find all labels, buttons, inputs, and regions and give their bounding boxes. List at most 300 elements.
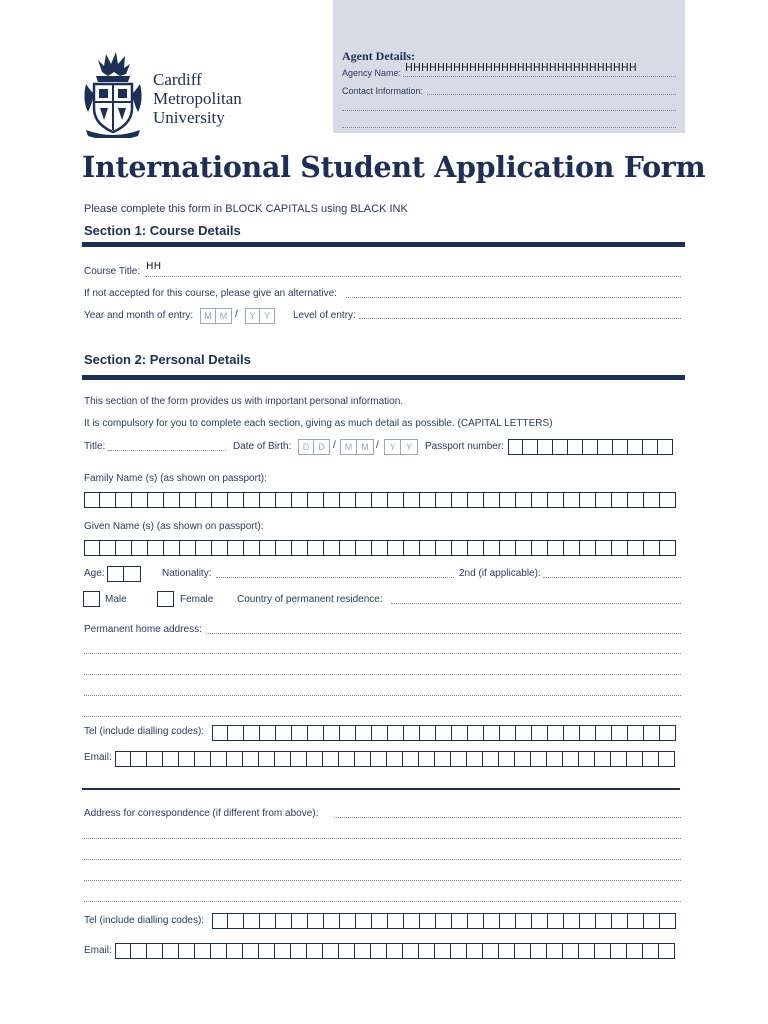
- family-name-box[interactable]: [644, 492, 660, 508]
- contact-info-line-3[interactable]: [342, 127, 676, 128]
- family-name-box[interactable]: [516, 492, 532, 508]
- family-name-box[interactable]: [132, 492, 148, 508]
- page-title: International Student Application Form: [82, 150, 706, 184]
- family-name-box[interactable]: [260, 492, 276, 508]
- family-name-box[interactable]: [452, 492, 468, 508]
- email-2-box[interactable]: [611, 943, 627, 959]
- dob-month-box-1[interactable]: M: [340, 439, 357, 455]
- email-box[interactable]: [595, 751, 611, 767]
- residence-field[interactable]: [391, 603, 681, 604]
- tel-box[interactable]: [628, 725, 644, 741]
- tel-2-box[interactable]: [564, 913, 580, 929]
- tel-box[interactable]: [644, 725, 660, 741]
- tel-box[interactable]: [596, 725, 612, 741]
- email-2-box[interactable]: [563, 943, 579, 959]
- agency-name-label: Agency Name:: [342, 68, 402, 78]
- dob-day-box-2[interactable]: D: [314, 439, 330, 455]
- tel-box[interactable]: [308, 725, 324, 741]
- correspondence-address-line-4[interactable]: [84, 880, 681, 881]
- home-address-line-5[interactable]: [84, 716, 681, 717]
- family-name-box[interactable]: [180, 492, 196, 508]
- given-name-box[interactable]: [500, 540, 516, 556]
- contact-info-label: Contact Information:: [342, 86, 424, 96]
- tel-2-box[interactable]: [388, 913, 404, 929]
- correspondence-address-line-1[interactable]: [334, 817, 681, 818]
- tel-box[interactable]: [532, 725, 548, 741]
- given-name-box[interactable]: [548, 540, 564, 556]
- email-box[interactable]: [403, 751, 419, 767]
- second-nationality-label: 2nd (if applicable):: [459, 568, 541, 579]
- tel-box[interactable]: [516, 725, 532, 741]
- email-box[interactable]: [467, 751, 483, 767]
- email-box[interactable]: [451, 751, 467, 767]
- given-name-box[interactable]: [116, 540, 132, 556]
- tel-2-box[interactable]: [436, 913, 452, 929]
- correspondence-address-line-3[interactable]: [84, 859, 681, 860]
- email-box[interactable]: [227, 751, 243, 767]
- nationality-label: Nationality:: [162, 568, 212, 579]
- age-boxes[interactable]: [107, 566, 141, 582]
- tel-box[interactable]: [212, 725, 228, 741]
- email-2-box[interactable]: [259, 943, 275, 959]
- email-2-box[interactable]: [531, 943, 547, 959]
- email-2-box[interactable]: [339, 943, 355, 959]
- email-2-boxes[interactable]: [115, 943, 675, 959]
- email-2-box[interactable]: [419, 943, 435, 959]
- family-name-box[interactable]: [116, 492, 132, 508]
- email-box[interactable]: [259, 751, 275, 767]
- age-label: Age:: [84, 568, 105, 579]
- email-2-box[interactable]: [243, 943, 259, 959]
- tel-box[interactable]: [356, 725, 372, 741]
- given-name-box[interactable]: [580, 540, 596, 556]
- tel-2-box[interactable]: [404, 913, 420, 929]
- tel-box[interactable]: [276, 725, 292, 741]
- section-2-heading: Section 2: Personal Details: [84, 352, 251, 367]
- tel-box[interactable]: [436, 725, 452, 741]
- email-2-box[interactable]: [595, 943, 611, 959]
- tel-box[interactable]: [292, 725, 308, 741]
- tel-2-box[interactable]: [548, 913, 564, 929]
- section-1-heading: Section 1: Course Details: [84, 223, 241, 238]
- email-2-box[interactable]: [307, 943, 323, 959]
- tel-box[interactable]: [244, 725, 260, 741]
- tel-2-box[interactable]: [212, 913, 228, 929]
- given-name-box[interactable]: [612, 540, 628, 556]
- level-of-entry-field[interactable]: [359, 318, 681, 319]
- tel-box[interactable]: [580, 725, 596, 741]
- email-box[interactable]: [179, 751, 195, 767]
- section-2-info-line-1: This section of the form provides us with important personal information.: [84, 396, 404, 407]
- email-box[interactable]: [515, 751, 531, 767]
- family-name-box[interactable]: [388, 492, 404, 508]
- family-name-boxes[interactable]: [84, 492, 676, 508]
- tel-box[interactable]: [660, 725, 676, 741]
- email-2-box[interactable]: [659, 943, 675, 959]
- home-address-line-1[interactable]: [206, 633, 681, 634]
- family-name-box[interactable]: [468, 492, 484, 508]
- dob-slash-1: /: [333, 440, 336, 451]
- email-box[interactable]: [387, 751, 403, 767]
- tel-box[interactable]: [564, 725, 580, 741]
- family-name-box[interactable]: [596, 492, 612, 508]
- given-name-box[interactable]: [644, 540, 660, 556]
- given-name-box[interactable]: [148, 540, 164, 556]
- email-box[interactable]: [211, 751, 227, 767]
- agency-name-value: HHHHHHHHHHHHHHHHHHHHHHHHHHHHH: [405, 62, 637, 74]
- email-2-box[interactable]: [547, 943, 563, 959]
- tel-2-box[interactable]: [532, 913, 548, 929]
- email-box[interactable]: [611, 751, 627, 767]
- given-name-box[interactable]: [420, 540, 436, 556]
- tel-2-box[interactable]: [324, 913, 340, 929]
- family-name-box[interactable]: [292, 492, 308, 508]
- email-2-box[interactable]: [515, 943, 531, 959]
- given-name-label: Given Name (s) (as shown on passport):: [84, 521, 264, 532]
- residence-label: Country of permanent residence:: [237, 594, 383, 605]
- logo-text-metropolitan: Metropolitan: [153, 89, 242, 108]
- family-name-box[interactable]: [404, 492, 420, 508]
- given-name-box[interactable]: [484, 540, 500, 556]
- male-checkbox[interactable]: [83, 591, 100, 607]
- family-name-box[interactable]: [628, 492, 644, 508]
- email-box[interactable]: [323, 751, 339, 767]
- form-instructions: Please complete this form in BLOCK CAPITALS using BLACK INK: [84, 203, 408, 215]
- given-name-box[interactable]: [388, 540, 404, 556]
- agency-name-field[interactable]: [403, 76, 676, 77]
- email-box[interactable]: [579, 751, 595, 767]
- nationality-field[interactable]: [216, 577, 454, 578]
- email-box[interactable]: [659, 751, 675, 767]
- alternative-course-label: If not accepted for this course, please give an alternative:: [84, 288, 337, 299]
- family-name-box[interactable]: [308, 492, 324, 508]
- family-name-box[interactable]: [164, 492, 180, 508]
- email-2-box[interactable]: [115, 943, 131, 959]
- entry-year-box-2[interactable]: Y: [260, 308, 275, 324]
- family-name-box[interactable]: [196, 492, 212, 508]
- home-address-line-4[interactable]: [84, 695, 681, 696]
- level-of-entry-label: Level of entry:: [293, 310, 356, 321]
- contact-info-field[interactable]: [427, 94, 676, 95]
- dob-year-box-2[interactable]: Y: [401, 439, 418, 455]
- university-crest-logo: [80, 50, 146, 138]
- course-title-value: HH: [146, 261, 162, 272]
- alternative-course-field[interactable]: [346, 297, 681, 298]
- correspondence-address-line-2[interactable]: [84, 838, 681, 839]
- passport-number-box[interactable]: [613, 439, 628, 455]
- entry-year-box-1[interactable]: Y: [245, 308, 260, 324]
- given-name-box[interactable]: [596, 540, 612, 556]
- correspondence-address-label: Address for correspondence (if different from above):: [84, 808, 319, 819]
- email-2-box[interactable]: [131, 943, 147, 959]
- tel-2-label: Tel (include dialling codes):: [84, 915, 205, 926]
- given-name-box[interactable]: [260, 540, 276, 556]
- entry-month-boxes[interactable]: [200, 308, 232, 324]
- family-name-box[interactable]: [612, 492, 628, 508]
- email-box[interactable]: [355, 751, 371, 767]
- female-checkbox[interactable]: [157, 591, 174, 607]
- family-name-box[interactable]: [420, 492, 436, 508]
- family-name-box[interactable]: [500, 492, 516, 508]
- passport-number-box[interactable]: [598, 439, 613, 455]
- email-2-box[interactable]: [323, 943, 339, 959]
- family-name-box[interactable]: [564, 492, 580, 508]
- second-nationality-field[interactable]: [543, 577, 681, 578]
- age-box[interactable]: [107, 566, 124, 582]
- email-2-box[interactable]: [387, 943, 403, 959]
- given-name-box[interactable]: [132, 540, 148, 556]
- email-2-box[interactable]: [275, 943, 291, 959]
- family-name-box[interactable]: [548, 492, 564, 508]
- family-name-label: Family Name (s) (as shown on passport):: [84, 473, 267, 484]
- dob-month-boxes[interactable]: [340, 439, 374, 455]
- email-box[interactable]: [291, 751, 307, 767]
- dob-slash-2: /: [376, 440, 379, 451]
- age-box[interactable]: [124, 566, 141, 582]
- course-title-label: Course Title:: [84, 266, 141, 277]
- entry-month-box-1[interactable]: M: [200, 308, 216, 324]
- section-2-rule: [82, 375, 685, 380]
- passport-number-boxes[interactable]: [508, 439, 673, 455]
- family-name-box[interactable]: [660, 492, 676, 508]
- entry-date-slash: /: [235, 309, 238, 320]
- tel-box[interactable]: [484, 725, 500, 741]
- given-name-box[interactable]: [324, 540, 340, 556]
- tel-box[interactable]: [260, 725, 276, 741]
- tel-box[interactable]: [468, 725, 484, 741]
- given-name-box[interactable]: [660, 540, 676, 556]
- tel-box[interactable]: [340, 725, 356, 741]
- family-name-box[interactable]: [340, 492, 356, 508]
- given-name-box[interactable]: [564, 540, 580, 556]
- email-2-box[interactable]: [483, 943, 499, 959]
- email-box[interactable]: [499, 751, 515, 767]
- email-box[interactable]: [643, 751, 659, 767]
- family-name-box[interactable]: [484, 492, 500, 508]
- tel-box[interactable]: [500, 725, 516, 741]
- family-name-box[interactable]: [228, 492, 244, 508]
- agent-details-title: Agent Details:: [342, 49, 415, 63]
- tel-2-box[interactable]: [308, 913, 324, 929]
- given-name-box[interactable]: [436, 540, 452, 556]
- given-name-box[interactable]: [180, 540, 196, 556]
- family-name-box[interactable]: [580, 492, 596, 508]
- email-2-box[interactable]: [291, 943, 307, 959]
- email-2-box[interactable]: [163, 943, 179, 959]
- tel-2-box[interactable]: [660, 913, 676, 929]
- female-label: Female: [180, 594, 214, 605]
- email-box[interactable]: [307, 751, 323, 767]
- given-name-box[interactable]: [452, 540, 468, 556]
- tel-box[interactable]: [548, 725, 564, 741]
- email-2-box[interactable]: [147, 943, 163, 959]
- tel-2-box[interactable]: [292, 913, 308, 929]
- email-2-box[interactable]: [371, 943, 387, 959]
- passport-number-box[interactable]: [643, 439, 658, 455]
- email-2-box[interactable]: [435, 943, 451, 959]
- email-box[interactable]: [547, 751, 563, 767]
- given-name-boxes[interactable]: [84, 540, 676, 556]
- tel-box[interactable]: [324, 725, 340, 741]
- tel-2-box[interactable]: [228, 913, 244, 929]
- email-box[interactable]: [275, 751, 291, 767]
- logo-text-university: University: [153, 108, 225, 127]
- email-2-box[interactable]: [499, 943, 515, 959]
- passport-number-box[interactable]: [523, 439, 538, 455]
- given-name-box[interactable]: [84, 540, 100, 556]
- entry-year-boxes[interactable]: [245, 308, 275, 324]
- email-2-box[interactable]: [355, 943, 371, 959]
- entry-date-label: Year and month of entry:: [84, 310, 194, 321]
- tel-2-box[interactable]: [340, 913, 356, 929]
- email-box[interactable]: [243, 751, 259, 767]
- email-box[interactable]: [195, 751, 211, 767]
- tel-2-box[interactable]: [612, 913, 628, 929]
- passport-number-box[interactable]: [568, 439, 583, 455]
- family-name-box[interactable]: [244, 492, 260, 508]
- passport-number-box[interactable]: [628, 439, 643, 455]
- male-label: Male: [105, 594, 127, 605]
- address-separator: [82, 788, 680, 790]
- tel-2-box[interactable]: [596, 913, 612, 929]
- given-name-box[interactable]: [164, 540, 180, 556]
- email-box[interactable]: [115, 751, 131, 767]
- family-name-box[interactable]: [100, 492, 116, 508]
- email-2-box[interactable]: [195, 943, 211, 959]
- email-2-box[interactable]: [451, 943, 467, 959]
- given-name-box[interactable]: [372, 540, 388, 556]
- tel-2-box[interactable]: [644, 913, 660, 929]
- email-box[interactable]: [339, 751, 355, 767]
- family-name-box[interactable]: [324, 492, 340, 508]
- email-box[interactable]: [435, 751, 451, 767]
- dob-year-boxes[interactable]: [384, 439, 418, 455]
- tel-2-box[interactable]: [420, 913, 436, 929]
- home-address-line-2[interactable]: [84, 653, 681, 654]
- family-name-box[interactable]: [212, 492, 228, 508]
- email-2-box[interactable]: [227, 943, 243, 959]
- passport-number-box[interactable]: [583, 439, 598, 455]
- dob-day-boxes[interactable]: [298, 439, 330, 455]
- tel-box[interactable]: [404, 725, 420, 741]
- section-2-info-line-2: It is compulsory for you to complete each section, giving as much detail as possible. (CAPITAL LETTERS): [84, 418, 553, 429]
- given-name-box[interactable]: [292, 540, 308, 556]
- given-name-box[interactable]: [628, 540, 644, 556]
- tel-box[interactable]: [228, 725, 244, 741]
- home-address-line-3[interactable]: [84, 674, 681, 675]
- email-box[interactable]: [163, 751, 179, 767]
- given-name-box[interactable]: [212, 540, 228, 556]
- tel-label: Tel (include dialling codes):: [84, 726, 205, 737]
- email-2-box[interactable]: [179, 943, 195, 959]
- dob-year-box-1[interactable]: Y: [384, 439, 401, 455]
- dob-month-box-2[interactable]: M: [357, 439, 374, 455]
- family-name-box[interactable]: [372, 492, 388, 508]
- given-name-box[interactable]: [244, 540, 260, 556]
- tel-2-box[interactable]: [500, 913, 516, 929]
- given-name-box[interactable]: [340, 540, 356, 556]
- email-2-box[interactable]: [579, 943, 595, 959]
- email-box[interactable]: [147, 751, 163, 767]
- entry-month-box-2[interactable]: M: [216, 308, 232, 324]
- tel-2-box[interactable]: [468, 913, 484, 929]
- email-2-box[interactable]: [211, 943, 227, 959]
- email-box[interactable]: [563, 751, 579, 767]
- passport-number-box[interactable]: [508, 439, 523, 455]
- tel-2-box[interactable]: [628, 913, 644, 929]
- family-name-box[interactable]: [532, 492, 548, 508]
- family-name-box[interactable]: [356, 492, 372, 508]
- passport-number-box[interactable]: [658, 439, 673, 455]
- section-1-rule: [82, 242, 685, 247]
- email-2-box[interactable]: [643, 943, 659, 959]
- home-address-label: Permanent home address:: [84, 624, 202, 635]
- dob-day-box-1[interactable]: D: [298, 439, 314, 455]
- tel-box[interactable]: [420, 725, 436, 741]
- email-box[interactable]: [483, 751, 499, 767]
- tel-2-box[interactable]: [580, 913, 596, 929]
- given-name-box[interactable]: [404, 540, 420, 556]
- tel-2-box[interactable]: [276, 913, 292, 929]
- given-name-box[interactable]: [308, 540, 324, 556]
- email-boxes[interactable]: [115, 751, 675, 767]
- tel-2-box[interactable]: [484, 913, 500, 929]
- logo-text-cardiff: Cardiff: [153, 70, 202, 89]
- given-name-box[interactable]: [276, 540, 292, 556]
- title-field[interactable]: [108, 450, 226, 451]
- email-box[interactable]: [371, 751, 387, 767]
- tel-2-box[interactable]: [260, 913, 276, 929]
- title-label: Title:: [84, 441, 106, 452]
- tel-boxes[interactable]: [212, 725, 676, 741]
- passport-number-box[interactable]: [538, 439, 553, 455]
- given-name-box[interactable]: [196, 540, 212, 556]
- tel-box[interactable]: [452, 725, 468, 741]
- given-name-box[interactable]: [516, 540, 532, 556]
- email-box[interactable]: [627, 751, 643, 767]
- tel-2-box[interactable]: [244, 913, 260, 929]
- contact-info-line-2[interactable]: [342, 110, 676, 111]
- course-title-field[interactable]: [145, 276, 681, 277]
- tel-2-box[interactable]: [372, 913, 388, 929]
- email-box[interactable]: [531, 751, 547, 767]
- given-name-box[interactable]: [532, 540, 548, 556]
- given-name-box[interactable]: [228, 540, 244, 556]
- given-name-box[interactable]: [356, 540, 372, 556]
- given-name-box[interactable]: [468, 540, 484, 556]
- email-2-box[interactable]: [627, 943, 643, 959]
- correspondence-address-line-5[interactable]: [84, 901, 681, 902]
- email-2-box[interactable]: [403, 943, 419, 959]
- email-2-label: Email:: [84, 945, 112, 956]
- given-name-box[interactable]: [100, 540, 116, 556]
- tel-2-box[interactable]: [356, 913, 372, 929]
- tel-2-box[interactable]: [516, 913, 532, 929]
- email-2-box[interactable]: [467, 943, 483, 959]
- family-name-box[interactable]: [436, 492, 452, 508]
- family-name-box[interactable]: [84, 492, 100, 508]
- tel-box[interactable]: [612, 725, 628, 741]
- email-box[interactable]: [419, 751, 435, 767]
- tel-2-boxes[interactable]: [212, 913, 676, 929]
- tel-2-box[interactable]: [452, 913, 468, 929]
- family-name-box[interactable]: [276, 492, 292, 508]
- passport-number-box[interactable]: [553, 439, 568, 455]
- tel-box[interactable]: [372, 725, 388, 741]
- family-name-box[interactable]: [148, 492, 164, 508]
- tel-box[interactable]: [388, 725, 404, 741]
- email-box[interactable]: [131, 751, 147, 767]
